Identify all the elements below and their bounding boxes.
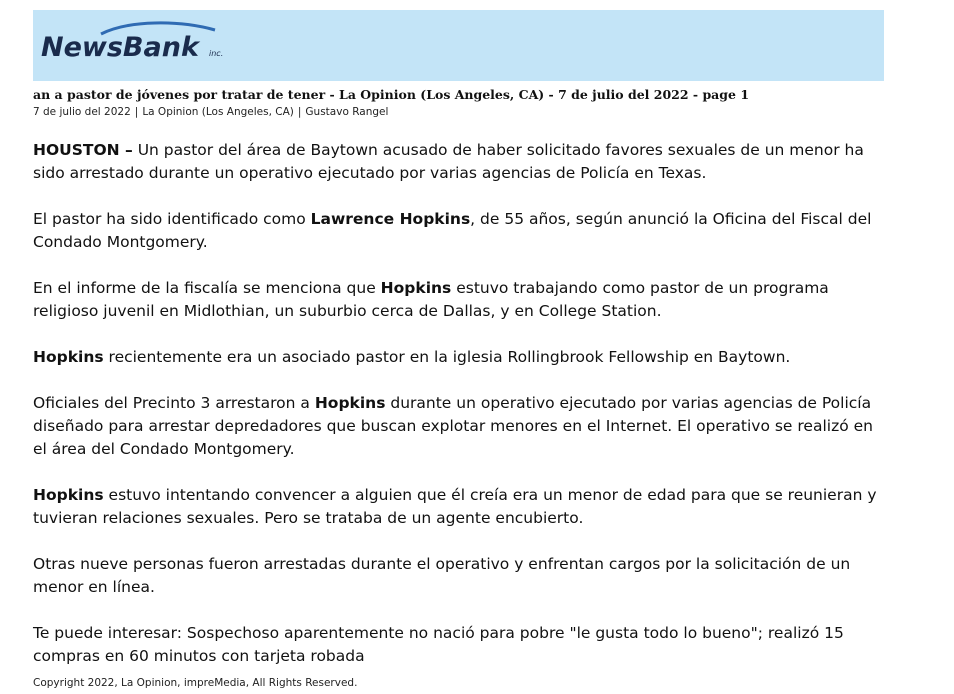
paragraph-2: El pastor ha sido identificado como Lawrence Hopkins, de 55 años, según anunció la Oficina del Fiscal del Condado Montgomery. — [33, 210, 872, 251]
person-name: Lawrence Hopkins — [310, 210, 471, 228]
paragraph-7: Otras nueve personas fueron arrestadas durante el operativo y enfrentan cargos por la solicitación de un menor en línea. — [33, 555, 851, 596]
article-date: 7 de julio del 2022 — [33, 106, 131, 118]
paragraph-3: En el informe de la fiscalía se menciona que Hopkins estuvo trabajando como pastor de un programa religioso juvenil en Midlothian, un suburbio cerca de Dallas, y en College Station. — [33, 279, 829, 320]
person-name: Hopkins — [314, 394, 386, 412]
paragraph-8: Te puede interesar: Sospechoso aparentemente no nació para pobre "le gusta todo lo bueno"; realizó 15 compras en 60 minutos con tarjeta robada — [33, 624, 844, 665]
svg-text:NewsBank: NewsBank — [41, 32, 199, 63]
person-name: Hopkins — [33, 486, 104, 504]
person-name: Hopkins — [33, 348, 104, 366]
article-meta: 7 de julio del 2022 | La Opinion (Los Angeles, CA) | Gustavo Rangel — [33, 106, 389, 118]
paragraph-4: Hopkins recientemente era un asociado pastor en la iglesia Rollingbrook Fellowship en Baytown. — [33, 348, 791, 366]
article-headline: an a pastor de jóvenes por tratar de tener - La Opinion (Los Angeles, CA) - 7 de julio del 2022 - page 1 — [33, 87, 750, 102]
person-name: Hopkins — [380, 279, 452, 297]
newsbank-logo — [39, 20, 239, 68]
article-body — [33, 139, 891, 691]
svg-text:inc.: inc. — [209, 49, 224, 58]
paragraph-6: Hopkins estuvo intentando convencer a alguien que él creía era un menor de edad para que se reunieran y tuvieran relaciones sexuales. Pero se trataba de un agente encubierto. — [33, 486, 877, 527]
article-source: La Opinion (Los Angeles, CA) — [142, 106, 294, 118]
paragraph-1: HOUSTON – Un pastor del área de Baytown acusado de haber solicitado favores sexuales de un menor ha sido arrestado durante un operativo ejecutado por varias agencias de Policía en Texas. — [33, 141, 864, 182]
dateline: HOUSTON – — [33, 141, 133, 159]
article-author: Gustavo Rangel — [305, 106, 389, 118]
header-banner — [33, 10, 884, 81]
paragraph-5: Oficiales del Precinto 3 arrestaron a Hopkins durante un operativo ejecutado por varias agencias de Policía diseñado para arrestar depredadores que buscan explotar menores en el Internet. El operativo se realizó en el área del Condado Montgomery. — [33, 394, 873, 458]
copyright-notice: Copyright 2022, La Opinion, impreMedia, All Rights Reserved. — [33, 677, 358, 689]
